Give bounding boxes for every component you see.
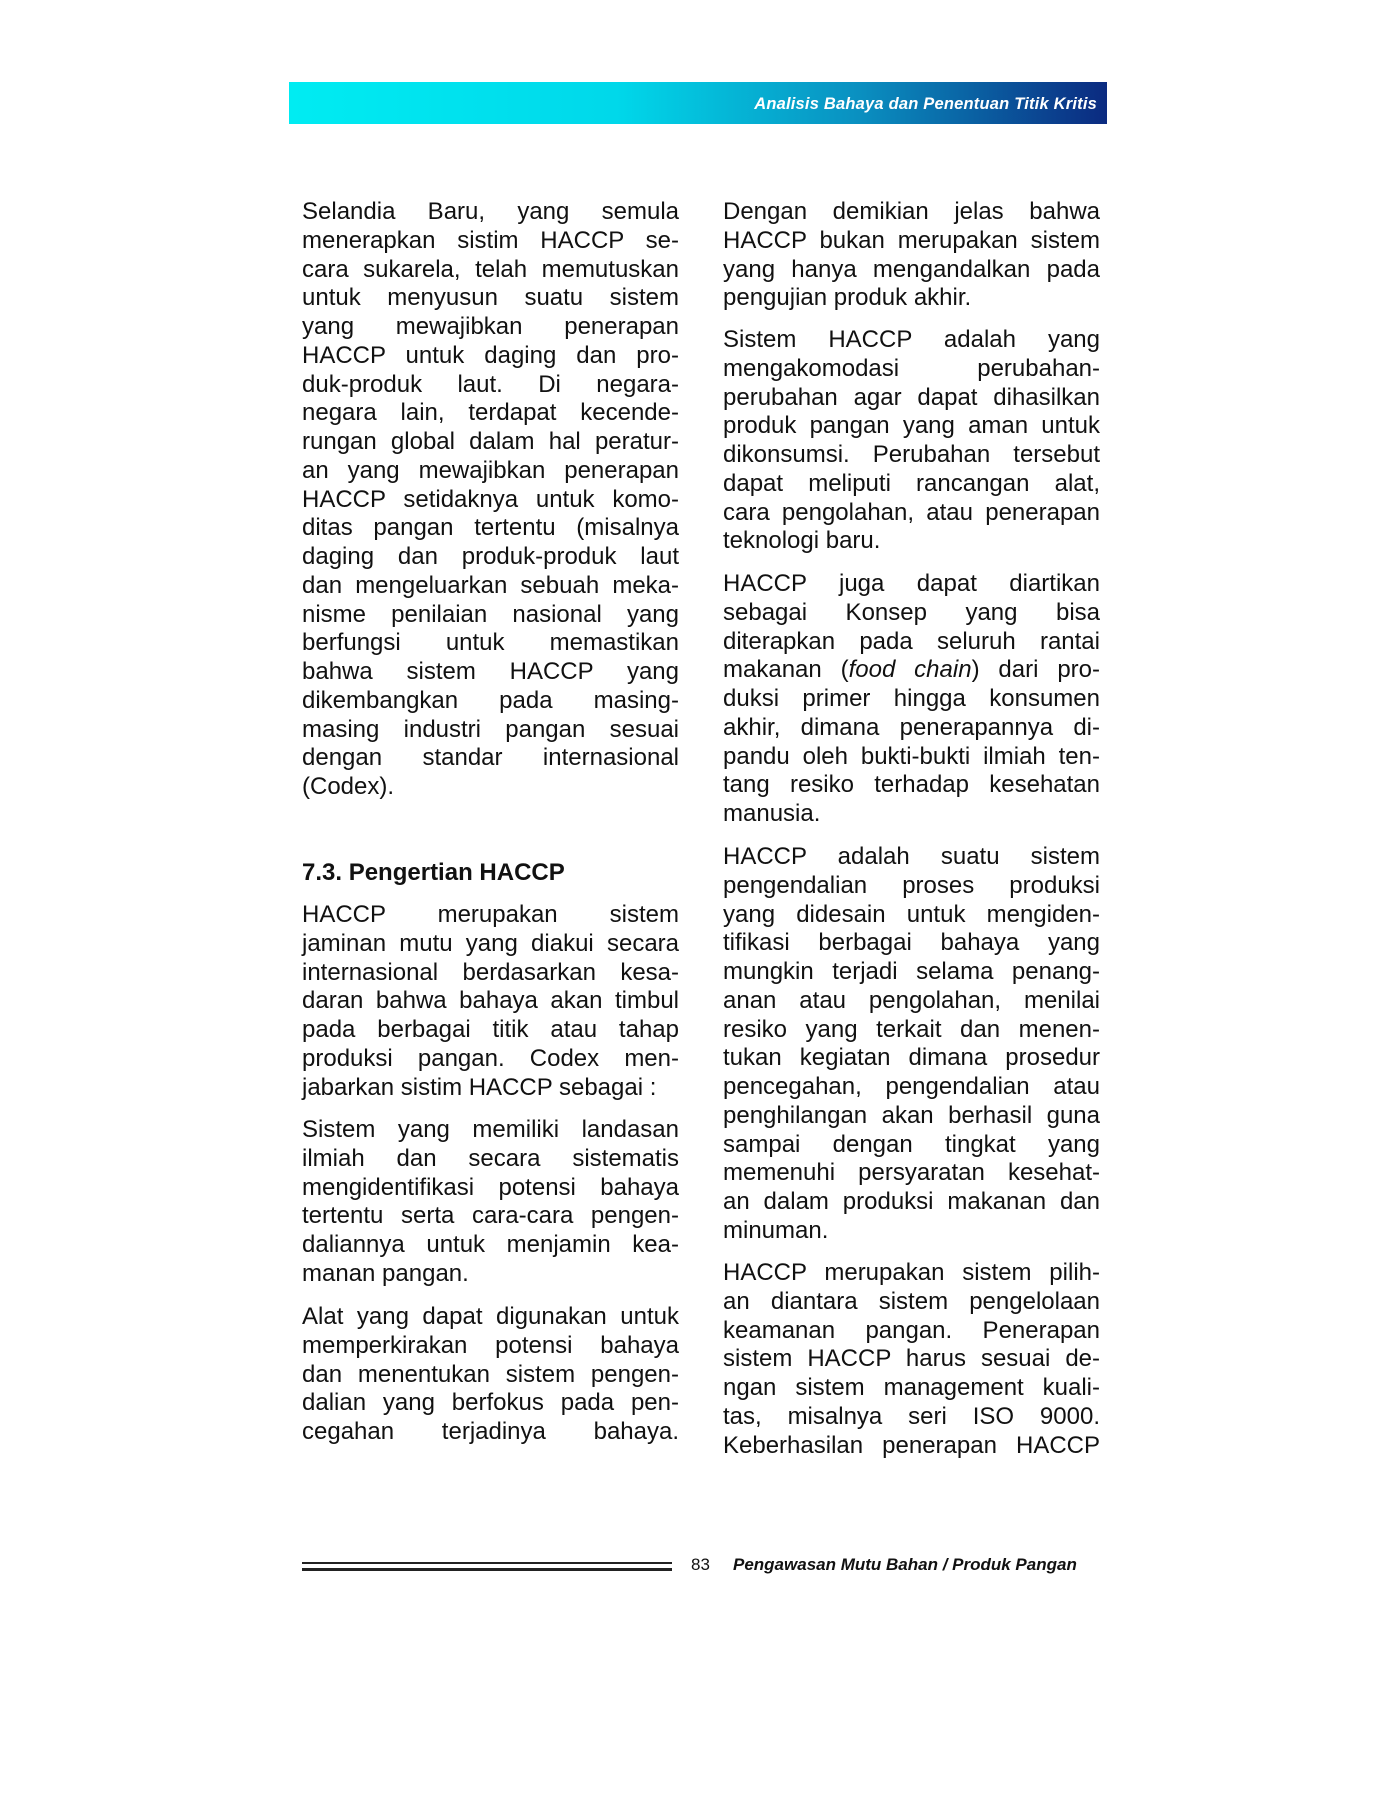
text-line: an dalam produksi makanan dan	[723, 1188, 1100, 1215]
text-line: cara pengolahan, atau penerapan	[723, 498, 1100, 526]
text-line: yang hanya mengandalkan pada	[723, 255, 1100, 283]
text-line: HACCP merupakan sistem	[302, 901, 679, 928]
section-heading: 7.3. Pengertian HACCP	[302, 859, 565, 886]
text-line: manusia.	[723, 800, 821, 827]
text-line: Keberhasilan penerapan HACCP	[723, 1431, 1100, 1459]
text-line: jabarkan sistim HACCP sebagai :	[302, 1073, 657, 1101]
text-line: duksi primer hingga konsumen	[723, 685, 1100, 712]
text-line: pencegahan, pengendalian atau	[723, 1073, 1100, 1100]
text-line: untuk menyusun suatu sistem	[302, 284, 679, 312]
text-line: rungan global dalam hal peratur-	[302, 428, 679, 455]
paragraph	[302, 1303, 679, 1447]
text-line: keamanan pangan. Penerapan	[723, 1316, 1100, 1344]
footer-rule	[302, 1562, 672, 1564]
text-line: sistem HACCP harus sesuai de-	[723, 1345, 1100, 1373]
text-line: pengujian produk akhir.	[723, 284, 972, 312]
text-line: memenuhi persyaratan kesehat-	[723, 1159, 1100, 1187]
text-line: tukan kegiatan dimana prosedur	[723, 1044, 1100, 1072]
text-line: mengakomodasi perubahan-	[723, 354, 1100, 382]
text-line: masing industri pangan sesuai	[302, 715, 679, 743]
text-line: anan atau pengolahan, menilai	[723, 986, 1100, 1014]
text-line: Sistem yang memiliki landasan	[302, 1116, 679, 1143]
text-line: pandu oleh bukti-bukti ilmiah ten-	[723, 742, 1100, 770]
text-line: pengendalian proses produksi	[723, 871, 1100, 899]
text-segment: ) dari pro-	[971, 656, 1100, 684]
text-line: duk-produk laut. Di negara-	[302, 370, 679, 398]
text-line: tifikasi berbagai bahaya yang	[723, 929, 1100, 957]
text-line: internasional berdasarkan kesa-	[302, 958, 679, 986]
text-line: dengan standar internasional	[302, 744, 679, 772]
text-line: berfungsi untuk memastikan	[302, 629, 679, 657]
text-line: an diantara sistem pengelolaan	[723, 1287, 1100, 1315]
text-line: daliannya untuk menjamin kea-	[302, 1231, 679, 1258]
text-line: akhir, dimana penerapannya di-	[723, 713, 1100, 741]
text-line: yang didesain untuk mengiden-	[723, 900, 1100, 928]
text-line: minuman.	[723, 1216, 829, 1244]
text-line: Selandia Baru, yang semula	[302, 198, 679, 225]
text-line: ilmiah dan secara sistematis	[302, 1144, 679, 1172]
text-line: yang mewajibkan penerapan	[302, 313, 679, 340]
text-line: penghilangan akan berhasil guna	[723, 1101, 1100, 1129]
text-line	[723, 656, 1100, 685]
text-line: HACCP merupakan sistem pilih-	[723, 1259, 1100, 1286]
text-line: an yang mewajibkan penerapan	[302, 456, 679, 484]
footer-title: Pengawasan Mutu Bahan / Produk Pangan	[733, 1555, 1077, 1574]
footer-rule	[302, 1568, 672, 1571]
text-line: nisme penilaian nasional yang	[302, 600, 679, 628]
text-line: dapat meliputi rancangan alat,	[723, 469, 1100, 497]
paragraph	[723, 326, 1100, 556]
text-line: Sistem HACCP adalah yang	[723, 326, 1100, 353]
text-line: memperkirakan potensi bahaya	[302, 1331, 679, 1359]
text-line: cegahan terjadinya bahaya.	[302, 1418, 679, 1445]
text-line: dikonsumsi. Perubahan tersebut	[723, 441, 1100, 468]
text-line: Dengan demikian jelas bahwa	[723, 198, 1100, 225]
text-line: produksi pangan. Codex men-	[302, 1044, 679, 1072]
text-line: tang resiko terhadap kesehatan	[723, 771, 1100, 799]
text-line: HACCP setidaknya untuk komo-	[302, 485, 679, 513]
text-line: HACCP adalah suatu sistem	[723, 843, 1100, 870]
text-line: menerapkan sistim HACCP se-	[302, 226, 679, 254]
text-line: tas, misalnya seri ISO 9000.	[723, 1402, 1100, 1430]
text-line: pada berbagai titik atau tahap	[302, 1016, 679, 1043]
text-line: sampai dengan tingkat yang	[723, 1130, 1100, 1158]
text-line: daran bahwa bahaya akan timbul	[302, 987, 679, 1015]
text-line: HACCP bukan merupakan sistem	[723, 226, 1100, 254]
text-line: dan mengeluarkan sebuah meka-	[302, 571, 679, 599]
paragraph	[723, 1259, 1100, 1460]
text-line: produk pangan yang aman untuk	[723, 412, 1100, 440]
text-line: perubahan agar dapat dihasilkan	[723, 383, 1100, 411]
text-line: mungkin terjadi selama penang-	[723, 958, 1100, 985]
text-segment: makanan (	[723, 656, 849, 684]
text-line: sebagai Konsep yang bisa	[723, 598, 1100, 626]
text-line: dikembangkan pada masing-	[302, 686, 679, 714]
header-title: Analisis Bahaya dan Penentuan Titik Kritis	[754, 95, 1097, 113]
text-line: dalian yang berfokus pada pen-	[302, 1389, 679, 1417]
text-line: negara lain, terdapat kecende-	[302, 399, 679, 427]
text-line: teknologi baru.	[723, 527, 881, 555]
text-line: cara sukarela, telah memutuskan	[302, 255, 679, 283]
text-line: HACCP untuk daging dan pro-	[302, 341, 679, 369]
text-line: jaminan mutu yang diakui secara	[302, 929, 679, 957]
text-line: bahwa sistem HACCP yang	[302, 658, 679, 685]
paragraph	[302, 1116, 679, 1289]
text-line: daging dan produk-produk laut	[302, 543, 679, 570]
text-line: Alat yang dapat digunakan untuk	[302, 1303, 679, 1330]
text-line: resiko yang terkait dan menen-	[723, 1015, 1100, 1043]
text-line: mengidentifikasi potensi bahaya	[302, 1173, 679, 1201]
paragraph	[302, 198, 679, 802]
text-line: dan menentukan sistem pengen-	[302, 1360, 679, 1388]
text-line: diterapkan pada seluruh rantai	[723, 627, 1100, 655]
text-line: manan pangan.	[302, 1259, 469, 1287]
text-line: HACCP juga dapat diartikan	[723, 570, 1100, 597]
paragraph	[723, 198, 1100, 313]
paragraph	[723, 843, 1100, 1246]
text-line: ngan sistem management kuali-	[723, 1374, 1100, 1401]
text-line: ditas pangan tertentu (misalnya	[302, 514, 679, 542]
text-line: tertentu serta cara-cara pengen-	[302, 1202, 679, 1230]
text-line: (Codex).	[302, 773, 395, 800]
page-number: 83	[691, 1555, 710, 1574]
paragraph	[302, 901, 679, 1102]
header-banner	[289, 82, 1107, 124]
italic-term: food chain	[848, 656, 972, 684]
paragraph	[723, 570, 1100, 829]
